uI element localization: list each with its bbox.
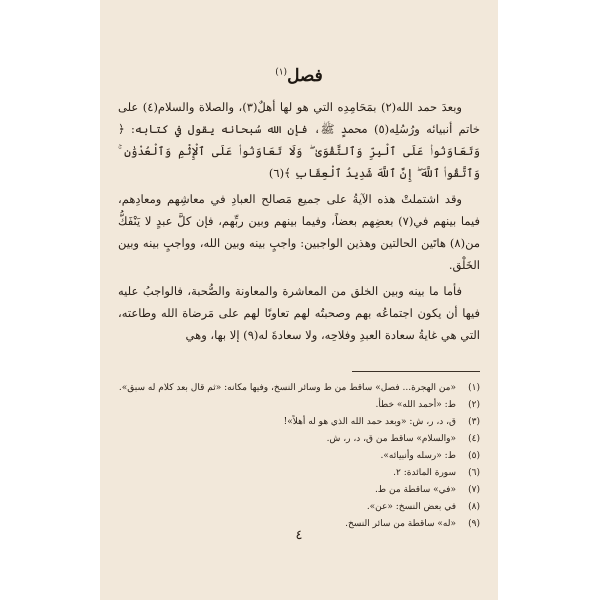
footnotes [118,380,480,533]
footnote-text: ق، د، ر، ش: «وبعد حمد الله الذي هو له أهلاً»! [283,417,456,427]
footnote [118,380,480,397]
footnote-number: (٥) [468,451,480,461]
chapter-heading [100,66,498,86]
footnote-text: ط: «أحمد الله» خطأ. [375,400,456,410]
footnote [118,482,480,499]
footnote-text: سورة المائدة: ٢. [393,468,456,478]
footnote-number: (٦) [468,468,480,478]
footnote-number: (١) [468,383,480,393]
footnote [118,414,480,431]
footnote [118,397,480,414]
footnote [118,431,480,448]
footnote-number: (٩) [468,519,480,529]
footnote-text: «في» ساقطة من ط. [374,485,456,495]
footnote-text: «له» ساقطة من سائر النسخ. [345,519,456,529]
footnote [118,448,480,465]
main-text [118,96,480,350]
chapter-title-note-ref: (١) [275,67,288,78]
paragraph: فأما ما بينه وبين الخلق من المعاشرة والمعاونة والصُّحبة، فالواجبُ عليه فيها أن يكون اجتماعُه بهم وصحبتُه لهم تعاونًا لهم على مَرضاة الله وطاعته، التي هي غايةُ سعادة العبدِ وفلاحِه، ولا سعادةَ له(٩) إلا بها، وهي [118,284,480,342]
footnote-separator [352,371,480,372]
footnote-text: «من الهجرة... فصل» ساقط من ط وسائر النسخ، وفيها مكانه: «ثم قال بعد كلام له سبق». [118,383,456,393]
footnote-number: (٨) [468,502,480,512]
footnote-number: (٤) [468,434,480,444]
footnote [118,499,480,516]
paragraph: وقد اشتملتْ هذه الآيةُ على جميع مَصالح العبادِ في معاشِهم ومعادِهم، فيما بينهم في(٧) بعضِهم بعضاً، وفيما بينهم وبين ربِّهم، فإن كلَّ عبدٍ لا يَنْفَكُّ من(٨) هاتَين الحالتين وهذين الواجبين: واجبٍ بينه وبين الله، وواجبٍ بينه وبين الخَلْق. [118,192,480,272]
footnote-number: (٣) [468,417,480,427]
footnote-text: «والسلام» ساقط من ق، د، ر، ش. [326,434,456,444]
footnote-number: (٢) [468,400,480,410]
footnote-text: ط: «رسله وأنبيائه». [380,451,456,461]
paragraph: وبعدَ حمد الله(٢) بمَحَامِدِه التي هو لها أهلٌ(٣)، والصلاة والسلام(٤) على خاتم أنبيائه ورُسُلِه(٥) محمدٍ ﷺ، فإن الله سُبحانه يقول في كتابه: ﴿ وَتَعَاوَنُوا۟ عَلَى ٱلْبِرِّ وَٱلتَّقْوَىٰ ۖ وَلَا تَعَاوَنُوا۟ عَلَى ٱلْإِثْمِ وَٱلْعُدْوَٰنِ ۚ وَٱتَّقُوا۟ ٱللَّهَ ۖ إِنَّ ٱللَّهَ شَدِيدُ ٱلْعِقَابِ ﴾(٦) [118,100,480,180]
footnote-number: (٧) [468,485,480,495]
footnote-text: في بعض النسخ: «عن». [366,502,456,512]
footnote [118,465,480,482]
chapter-title: فصل [287,66,323,86]
page-number: ٤ [295,528,303,543]
book-page [100,0,498,600]
